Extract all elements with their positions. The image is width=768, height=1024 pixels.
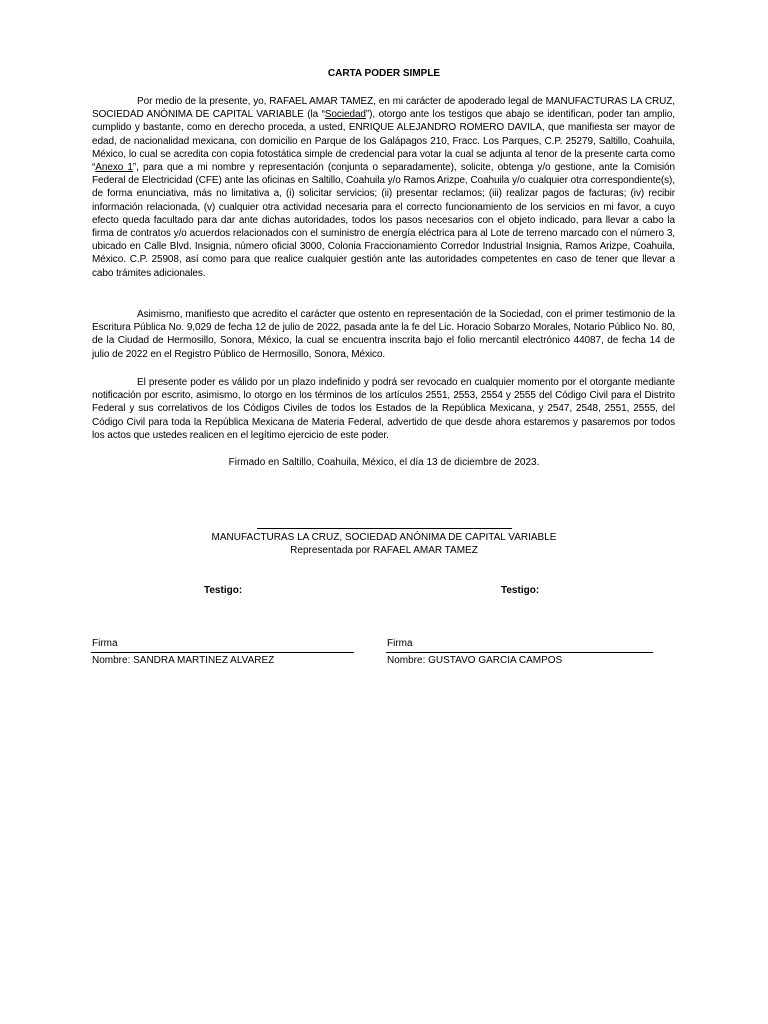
witness-1-firma-label: Firma	[92, 638, 118, 649]
paragraph-accreditation	[92, 308, 675, 361]
witness-1-signature-line	[91, 652, 354, 653]
defined-term-anexo: Anexo 1	[95, 162, 133, 174]
witness-2-signature-line	[386, 652, 653, 653]
paragraph-1-text-c: ”, para que a mi nombre y representación (conjunta o separadamente), solicite, obtenga y/o gestione, ante la Comisión Federal de Electricidad (CFE) ante las oficinas en Saltillo, Coahuila y/o Ramos Arizpe, Coahuila y/o cualquier otra correspondiente(s), de forma enunciativa, más no limitativa a, (i) solicitar servicios; (ii) presentar reclamos; (iii) realizar pagos de facturas; (iv) recibir información relacionada, (v) cualquier otra actividad necesaria para el correcto funcionamiento de los servicios en mi favor, a cuyo efecto queda facultado para dar ante dichas autoridades, todos los pasos necesarios con el objeto indicado, para llevar a cabo la firma de contratos y/o acuerdos relacionados con el suministro de energía eléctrica para al Lote de terreno marcado con el número 3, ubicado en Calle Blvd. Insignia, número oficial 3000, Colonia Fraccionamiento Corredor Industrial Insignia, Ramos Arizpe, Coahuila, México. C.P. 25908, así como para que realice cualquier gestión ante las autoridades competentes en caso de tener que llevar a cabo trámites adicionales.	[92, 162, 675, 279]
witness-2-heading: Testigo:	[501, 585, 540, 596]
witness-2-name: Nombre: GUSTAVO GARCIA CAMPOS	[387, 655, 563, 666]
paragraph-validity	[92, 376, 675, 442]
defined-term-sociedad: Sociedad	[324, 109, 366, 121]
witness-1-heading: Testigo:	[204, 585, 243, 596]
grantor-company-name: MANUFACTURAS LA CRUZ, SOCIEDAD ANÓNIMA DE CAPITAL VARIABLE	[211, 532, 557, 543]
grantor-representative: Representada por RAFAEL AMAR TAMEZ	[290, 545, 478, 556]
witness-1-name: Nombre: SANDRA MARTINEZ ALVAREZ	[92, 655, 275, 666]
paragraph-1-text-a: Por medio de la presente, yo, RAFAEL AMAR TAMEZ, en mi carácter de apoderado legal de MANUFACTURAS LA CRUZ, SOCIEDAD ANÓNIMA DE CAPITAL VARIABLE (la “	[92, 96, 675, 121]
paragraph-1-text-b: ”), otorgo ante los testigos que abajo se identifican, poder tan amplio, cumplido y bastante, como en derecho proceda, a usted, ENRIQUE ALEJANDRO ROMERO DAVILA, que manifiesta ser mayor de edad, de nacionalidad mexicana, con domicilio en Parque de los Galápagos 210, Fracc. Los Parques, C.P. 25279, Saltillo, Coahuila, México, lo cual se acredita con copia fotostática simple de credencial para votar la cual se adjunta al tenor de la presente carta como “	[92, 109, 675, 174]
document-title: CARTA PODER SIMPLE	[327, 68, 441, 79]
grantor-signature-line	[257, 528, 512, 529]
signing-place-date: Firmado en Saltillo, Coahuila, México, el día 13 de diciembre de 2023.	[228, 457, 540, 468]
paragraph-2-text: Asimismo, manifiesto que acredito el carácter que ostento en representación de la Sociedad, con el primer testimonio de la Escritura Pública No. 9,029 de fecha 12 de julio de 2022, pasada ante la fe del Lic. Horacio Sobarzo Morales, Notario Público No. 80, de la Ciudad de Hermosillo, Sonora, México, la cual se encuentra inscrita bajo el folio mercantil electrónico 44087, de fecha 14 de julio de 2022 en el Registro Público de Hermosillo, Sonora, México.	[92, 309, 675, 360]
witness-2-firma-label: Firma	[387, 638, 413, 649]
paragraph-power-grant	[92, 95, 675, 280]
paragraph-3-text: El presente poder es válido por un plazo indefinido y podrá ser revocado en cualquier momento por el otorgante mediante notificación por escrito, asimismo, lo otorgo en los términos de los artículos 2551, 2553, 2554 y 2555 del Código Civil para el Distrito Federal y sus correlativos de los Códigos Civiles de todos los Estados de la República Mexicana, y 2547, 2548, 2551, 2555, del Código Civil para toda la República Mexicana de Materia Federal, advertido de que desde ahora estaremos y pasaremos por todos los actos que ustedes realicen en el legítimo ejercicio de este poder.	[92, 377, 675, 441]
